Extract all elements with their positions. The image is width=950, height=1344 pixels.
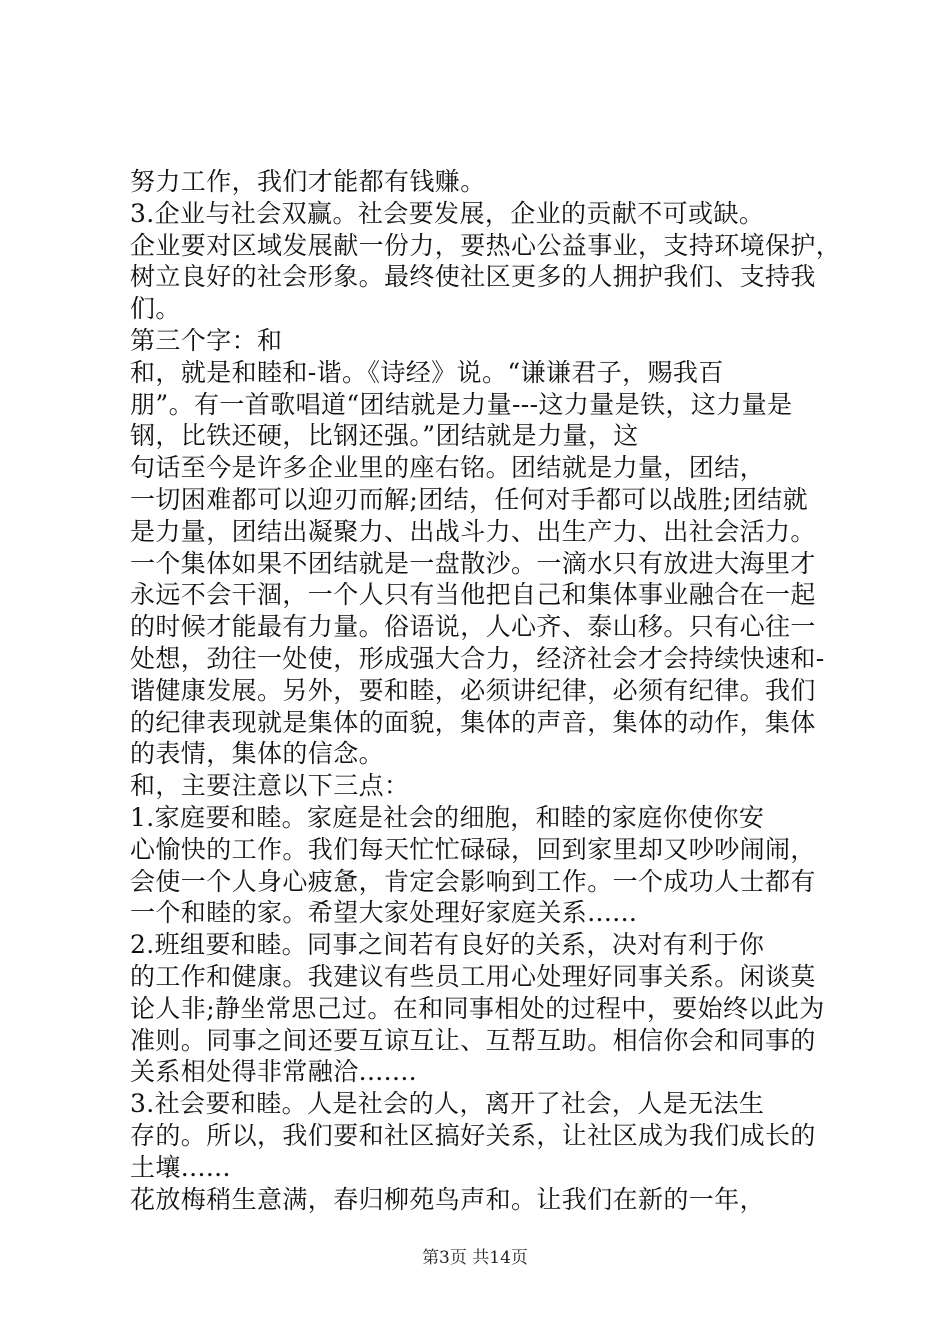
text-line: 1.家庭要和睦。家庭是社会的细胞，和睦的家庭你使你安 bbox=[130, 802, 765, 832]
text-line: 3.社会要和睦。人是社会的人，离开了社会，人是无法生 bbox=[130, 1089, 765, 1119]
text-line: 树立良好的社会形象。最终使社区更多的人拥护我们、支持我 bbox=[130, 262, 816, 292]
text-line: 处想，劲往一处使，形成强大合力，经济社会才会持续快速和- bbox=[130, 643, 825, 673]
document-body bbox=[130, 166, 842, 1215]
text-line: 是力量，团结出凝聚力、出战斗力、出生产力、出社会活力。 bbox=[130, 516, 816, 546]
text-line: 2.班组要和睦。同事之间若有良好的关系，决对有利于你 bbox=[130, 930, 765, 960]
text-line: 和，主要注意以下三点： bbox=[130, 771, 410, 801]
text-line: 花放梅稍生意满，春归柳苑鸟声和。让我们在新的一年， bbox=[130, 1184, 766, 1214]
text-line: 永远不会干涸，一个人只有当他把自己和集体事业融合在一起 bbox=[130, 580, 816, 610]
text-line: 一个和睦的家。希望大家处理好家庭关系...... bbox=[130, 898, 638, 928]
text-line: 们。 bbox=[130, 294, 181, 324]
text-line: 钢，比铁还硬，比钢还强。”团结就是力量，这 bbox=[130, 421, 639, 451]
text-line: 准则。同事之间还要互谅互让、互帮互助。相信你会和同事的 bbox=[130, 1025, 816, 1055]
text-line: 3.企业与社会双赢。社会要发展，企业的贡献不可或缺。 bbox=[130, 198, 765, 228]
text-line: 谐健康发展。另外，要和睦，必须讲纪律，必须有纪律。我们 bbox=[130, 675, 816, 705]
text-line: 的纪律表现就是集体的面貌，集体的声音，集体的动作，集体 bbox=[130, 707, 816, 737]
text-line: 努力工作，我们才能都有钱赚。 bbox=[130, 167, 486, 196]
text-line: 企业要对区域发展献一份力，要热心公益事业，支持环境保护， bbox=[130, 230, 842, 260]
text-line: 的表情，集体的信念。 bbox=[130, 739, 385, 769]
text-line: 论人非;静坐常思己过。在和同事相处的过程中，要始终以此为 bbox=[130, 993, 825, 1023]
text-line: 一个集体如果不团结就是一盘散沙。一滴水只有放进大海里才 bbox=[130, 548, 816, 578]
page-number-footer: 第3页 共14页 bbox=[422, 1248, 528, 1268]
text-line: 句话至今是许多企业里的座右铭。团结就是力量，团结， bbox=[130, 453, 766, 483]
text-line: 的工作和健康。我建议有些员工用心处理好同事关系。闲谈莫 bbox=[130, 961, 816, 991]
text-line: 关系相处得非常融洽....... bbox=[130, 1057, 418, 1087]
text-line: 心愉快的工作。我们每天忙忙碌碌，回到家里却又吵吵闹闹， bbox=[130, 834, 816, 864]
text-line: 朋”。有一首歌唱道“团结就是力量---这力量是铁，这力量是 bbox=[130, 389, 793, 419]
text-line: 存的。所以，我们要和社区搞好关系，让社区成为我们成长的 bbox=[130, 1120, 816, 1150]
section-heading: 第三个字：和 bbox=[130, 325, 283, 355]
text-line: 的时候才能最有力量。俗语说，人心齐、泰山移。只有心往一 bbox=[130, 612, 816, 642]
text-line: 会使一个人身心疲惫，肯定会影响到工作。一个成功人士都有 bbox=[130, 866, 816, 896]
text-line: 一切困难都可以迎刃而解;团结，任何对手都可以战胜;团结就 bbox=[130, 484, 809, 514]
text-line: 和，就是和睦和-谐。《诗经》说。“谦谦君子，赐我百 bbox=[130, 357, 724, 387]
text-line: 土壤...... bbox=[130, 1152, 231, 1182]
